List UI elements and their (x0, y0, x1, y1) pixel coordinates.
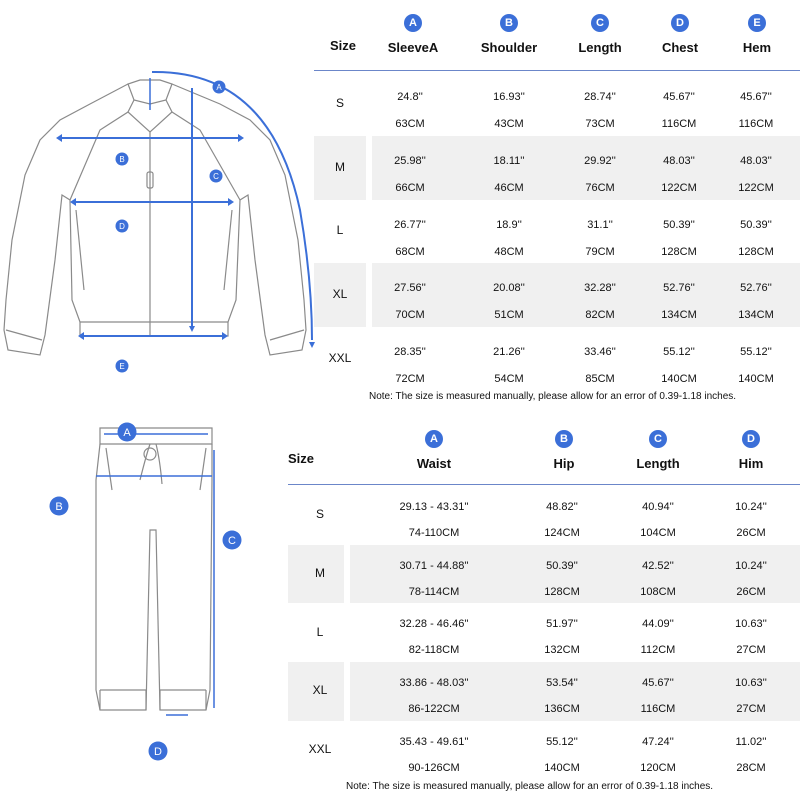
cell-inch: 26.77'' (394, 218, 426, 231)
cell-inch: 53.54'' (546, 677, 578, 690)
cell-cm: 54CM (494, 373, 524, 386)
svg-text:B: B (55, 501, 63, 513)
cell-cm: 136CM (544, 703, 580, 716)
cell-cm: 128CM (544, 585, 580, 598)
cell-inch: 50.39'' (663, 218, 695, 231)
cell-cm: 46CM (494, 181, 524, 194)
cell-inch: 16.93'' (493, 91, 525, 103)
header-divider (288, 484, 800, 485)
cell-cm: 132CM (544, 644, 580, 657)
jacket-badge-c (209, 169, 223, 183)
badge-a: A (425, 430, 443, 448)
col-label: Length (636, 456, 680, 471)
pants-badge-b (49, 496, 69, 516)
badge-d: D (742, 430, 760, 448)
col-length (574, 14, 626, 55)
cell-inch: 52.76'' (663, 282, 695, 295)
cell-cm: 134CM (661, 309, 697, 322)
svg-text:C: C (213, 172, 219, 181)
top-note: Note: The size is measured manually, please allow for an error of 0.39-1.18 inches. (369, 391, 737, 402)
cell-inch: 48.03'' (663, 154, 695, 167)
size-label: M (335, 159, 345, 174)
col-him (731, 430, 771, 471)
size-label: L (316, 624, 324, 639)
cell-cm: 63CM (395, 118, 425, 130)
cell-inch: 31.1'' (587, 218, 613, 231)
cell-cm: 128CM (738, 245, 774, 258)
pants-size-table (288, 420, 800, 490)
col-label: Waist (416, 456, 452, 471)
cell-cm: 28CM (736, 761, 766, 774)
cell-cm: 48CM (494, 245, 524, 258)
cell-inch: 55.12'' (740, 346, 772, 359)
cell-cm: 68CM (395, 245, 425, 258)
cell-inch: 28.35'' (394, 346, 426, 359)
cell-inch: 35.43 - 49.61'' (399, 735, 469, 748)
cell-inch: 32.28'' (584, 282, 616, 295)
size-row (288, 603, 800, 662)
size-header: Size (288, 451, 315, 466)
cell-cm: 86-122CM (408, 703, 460, 716)
cell-inch: 18.9'' (496, 218, 522, 231)
cell-inch: 27.56'' (394, 282, 426, 295)
cell-cm: 124CM (544, 527, 580, 539)
col-label: Chest (661, 40, 699, 55)
size-label: M (315, 566, 325, 581)
cell-inch: 47.24'' (642, 735, 674, 748)
col-label: SleeveA (387, 40, 439, 55)
cell-inch: 29.92'' (584, 154, 616, 167)
cell-cm: 79CM (585, 245, 615, 258)
cell-cm: 108CM (640, 585, 676, 598)
svg-text:A: A (123, 427, 131, 439)
cell-cm: 72CM (395, 373, 425, 386)
size-row (314, 263, 800, 327)
size-header: Size (330, 38, 357, 53)
cell-inch: 45.67'' (663, 91, 695, 103)
badge-b: B (555, 430, 573, 448)
cell-cm: 122CM (661, 181, 697, 194)
cell-cm: 70CM (395, 309, 425, 322)
col-hem (732, 14, 782, 55)
col-label: Shoulder (480, 40, 538, 55)
cell-inch: 25.98'' (394, 154, 426, 167)
badge-d: D (671, 14, 689, 32)
cell-cm: 74-110CM (408, 527, 460, 539)
size-row (314, 327, 800, 391)
pants-badge-c (222, 530, 242, 550)
size-label: XL (332, 287, 348, 302)
cell-inch: 45.67'' (642, 677, 674, 690)
cell-cm: 43CM (494, 118, 524, 130)
cell-inch: 51.97'' (546, 618, 578, 631)
jacket-badge-b (115, 152, 129, 166)
cell-inch: 10.63'' (735, 618, 767, 631)
header-divider (314, 70, 800, 71)
cell-inch: 29.13 - 43.31'' (399, 501, 469, 513)
cell-cm: 120CM (640, 761, 676, 774)
cell-cm: 128CM (661, 245, 697, 258)
size-row (314, 200, 800, 264)
cell-cm: 85CM (585, 373, 615, 386)
cell-cm: 27CM (736, 703, 766, 716)
cell-inch: 10.24'' (735, 559, 767, 572)
cell-cm: 82CM (585, 309, 615, 322)
cell-cm: 116CM (738, 118, 774, 130)
cell-inch: 18.11'' (493, 154, 525, 167)
size-row (288, 545, 800, 604)
col-label: Hem (742, 40, 772, 55)
cell-inch: 48.03'' (740, 154, 772, 167)
size-row (288, 662, 800, 721)
cell-cm: 140CM (661, 373, 697, 386)
cell-inch: 50.39'' (546, 559, 578, 572)
col-chest (654, 14, 706, 55)
size-row (288, 486, 800, 545)
cell-inch: 32.28 - 46.46'' (399, 618, 469, 631)
cell-inch: 30.71 - 44.88'' (399, 559, 469, 572)
svg-text:E: E (119, 362, 125, 371)
cell-cm: 104CM (640, 527, 676, 539)
cell-cm: 76CM (585, 181, 615, 194)
col-shoulder (474, 14, 544, 55)
cell-cm: 73CM (585, 118, 615, 130)
cell-inch: 10.63'' (735, 677, 767, 690)
cell-cm: 122CM (738, 181, 774, 194)
col-length (632, 430, 684, 471)
cell-cm: 90-126CM (408, 761, 460, 774)
badge-a: A (404, 14, 422, 32)
badge-b: B (500, 14, 518, 32)
cell-cm: 112CM (640, 644, 676, 657)
cell-inch: 50.39'' (740, 218, 772, 231)
jacket-badge-d (115, 219, 129, 233)
size-row (314, 72, 800, 136)
cell-inch: 33.46'' (584, 346, 616, 359)
badge-e: E (748, 14, 766, 32)
cell-inch: 42.52'' (642, 559, 674, 572)
size-label: XXL (328, 351, 352, 366)
badge-c: C (649, 430, 667, 448)
cell-cm: 66CM (395, 181, 425, 194)
cell-cm: 26CM (736, 527, 766, 539)
cell-cm: 140CM (544, 761, 580, 774)
size-label: S (335, 95, 344, 110)
cell-inch: 52.76'' (740, 282, 772, 295)
col-hip (546, 430, 582, 471)
cell-cm: 26CM (736, 585, 766, 598)
cell-cm: 134CM (738, 309, 774, 322)
cell-inch: 44.09'' (642, 618, 674, 631)
col-label: Hip (553, 456, 575, 471)
jacket-illustration (0, 0, 330, 390)
svg-text:D: D (119, 222, 125, 231)
cell-inch: 11.02'' (735, 735, 767, 748)
cell-inch: 28.74'' (584, 91, 616, 103)
svg-text:D: D (154, 746, 162, 758)
col-label: Length (578, 40, 622, 55)
size-label: L (336, 223, 344, 238)
cell-cm: 140CM (738, 373, 774, 386)
cell-inch: 10.24'' (735, 501, 767, 513)
size-label: S (315, 507, 324, 522)
cell-cm: 116CM (640, 703, 676, 716)
jacket-badge-a (212, 80, 226, 94)
cell-inch: 45.67'' (740, 91, 772, 103)
cell-cm: 51CM (494, 309, 524, 322)
size-row (288, 721, 800, 780)
jacket-badge-e (115, 359, 129, 373)
cell-inch: 55.12'' (546, 735, 578, 748)
cell-cm: 78-114CM (408, 585, 460, 598)
cell-cm: 27CM (736, 644, 766, 657)
col-label: Him (738, 456, 764, 471)
pants-badge-a (117, 422, 137, 442)
badge-c: C (591, 14, 609, 32)
cell-inch: 48.82'' (546, 501, 578, 513)
cell-inch: 33.86 - 48.03'' (399, 677, 469, 690)
size-row (314, 136, 800, 200)
svg-text:B: B (119, 155, 125, 164)
cell-cm: 82-118CM (408, 644, 460, 657)
size-label: XL (312, 683, 328, 698)
cell-inch: 24.8'' (397, 91, 423, 103)
cell-cm: 116CM (661, 118, 697, 130)
bottom-note: Note: The size is measured manually, please allow for an error of 0.39-1.18 inches. (346, 781, 714, 792)
col-sleeve (384, 14, 442, 55)
svg-text:A: A (216, 83, 222, 92)
cell-inch: 55.12'' (663, 346, 695, 359)
cell-inch: 20.08'' (493, 282, 525, 295)
pants-badge-d (148, 741, 168, 761)
svg-text:C: C (228, 535, 236, 547)
size-label: XXL (308, 742, 332, 757)
cell-inch: 40.94'' (642, 501, 674, 513)
col-waist (408, 430, 460, 471)
cell-inch: 21.26'' (493, 346, 525, 359)
